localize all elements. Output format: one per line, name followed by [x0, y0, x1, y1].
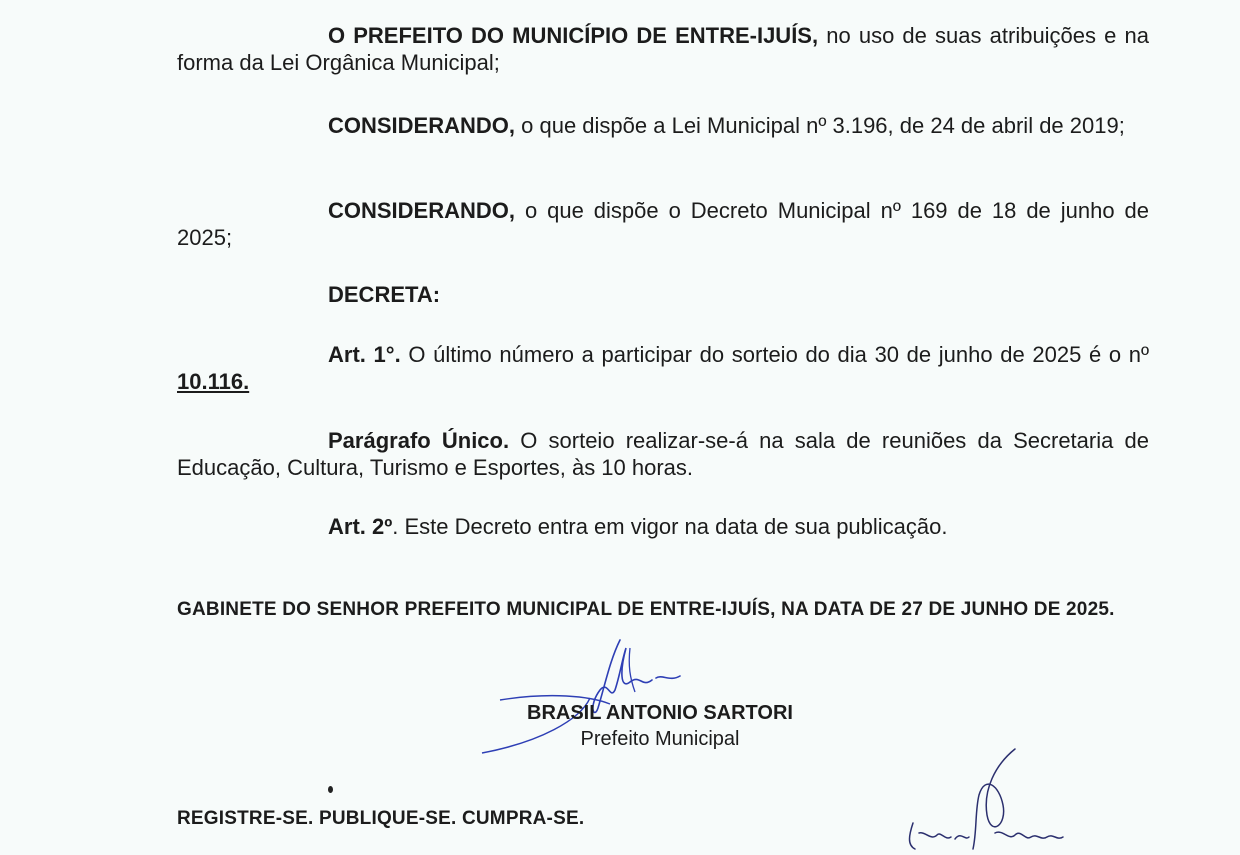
paragrafo-unico-label: Parágrafo Único.: [328, 428, 510, 453]
art2-text: . Este Decreto entra em vigor na data de sua publicação.: [392, 514, 948, 539]
considering-2-paragraph: [177, 197, 1149, 251]
signatory-name: BRASIL ANTONIO SARTORI: [527, 702, 793, 724]
considering-2-bold: CONSIDERANDO,: [328, 198, 516, 223]
secondary-signature: [895, 745, 1085, 855]
preamble-paragraph: [177, 22, 1149, 76]
signatory-title: Prefeito Municipal: [580, 728, 740, 750]
considering-1-text: o que dispõe a Lei Municipal nº 3.196, de 24 de abril de 2019;: [515, 113, 1125, 138]
art2-label: Art. 2º: [328, 514, 393, 539]
considering-2-text: o que dispõe o Decreto Municipal nº 169 de 18 de junho de 2025;: [177, 198, 1149, 250]
paragrafo-unico-text: O sorteio realizar-se-á na sala de reuniões da Secretaria de Educação, Cultura, Turismo e Esportes, às 10 horas.: [177, 428, 1149, 480]
preamble-bold: O PREFEITO DO MUNICÍPIO DE ENTRE-IJUÍS,: [328, 23, 819, 48]
art1-paragraph: [177, 341, 1149, 395]
paragrafo-unico-paragraph: [177, 427, 1149, 481]
closing-line: REGISTRE-SE. PUBLIQUE-SE. CUMPRA-SE.: [177, 808, 585, 829]
decreta-heading: [177, 281, 1149, 308]
signatory-block: [440, 700, 880, 752]
art1-text: O último número a participar do sorteio do dia 30 de junho de 2025 é o nº: [400, 342, 1149, 367]
art1-number: 10.116.: [177, 369, 250, 394]
ink-dot: [328, 786, 333, 793]
decreta-label: DECRETA:: [328, 282, 441, 307]
considering-1-paragraph: [177, 112, 1149, 139]
gabinete-line: GABINETE DO SENHOR PREFEITO MUNICIPAL DE ENTRE-IJUÍS, NA DATA DE 27 DE JUNHO DE 2025.: [177, 599, 1115, 620]
considering-1-bold: CONSIDERANDO,: [328, 113, 516, 138]
art2-paragraph: [177, 513, 1149, 540]
preamble-text: no uso de suas atribuições e na forma da Lei Orgânica Municipal;: [177, 23, 1150, 75]
art1-label: Art. 1°.: [328, 342, 401, 367]
